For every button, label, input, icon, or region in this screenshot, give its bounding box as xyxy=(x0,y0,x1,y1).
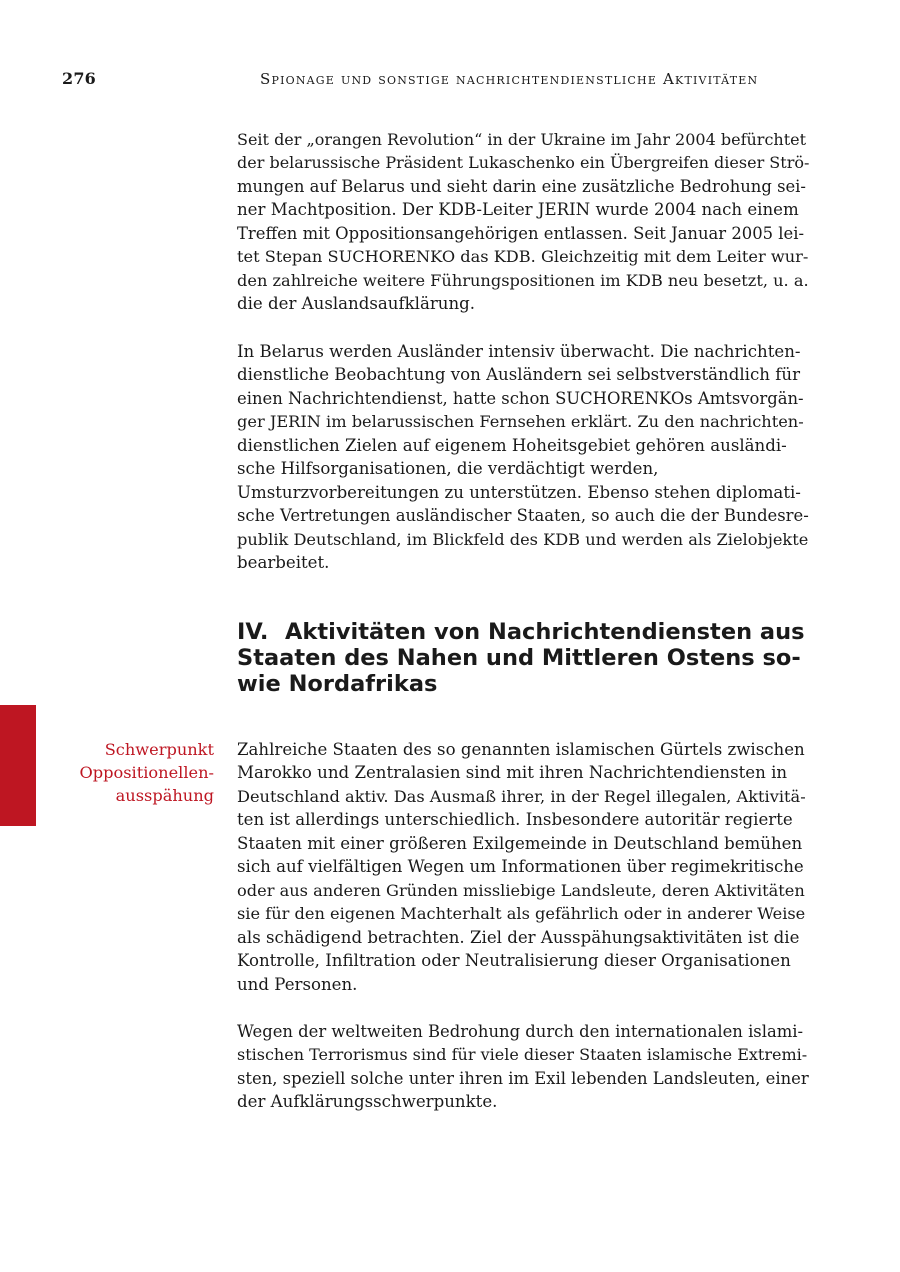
text-line: die der Auslandsaufklärung. xyxy=(237,294,476,314)
text-line: Umsturzvorbereitungen zu unterstützen. Ebenso stehen diplomati- xyxy=(237,482,801,502)
body-paragraph-4 xyxy=(237,1020,809,1114)
text-line: als schädigend betrachten. Ziel der Ausspähungsaktivitäten ist die xyxy=(237,927,800,947)
margin-note-line: ausspähung xyxy=(115,786,214,805)
margin-note-line: Schwerpunkt xyxy=(104,740,214,759)
section-side-marker xyxy=(0,705,36,826)
section-title-text: Aktivitäten von Nachrichtendiensten aus xyxy=(285,619,805,645)
text-line: dienstliche Beobachtung von Ausländern sei selbstverständlich für xyxy=(237,365,800,385)
text-line: ten ist allerdings unterschiedlich. Insbesondere autoritär regierte xyxy=(237,810,793,830)
text-line: sich auf vielfältigen Wegen um Informationen über regimekritische xyxy=(237,857,804,877)
page-number: 276 xyxy=(62,69,96,88)
text-line: sten, speziell solche unter ihren im Exil lebenden Landsleuten, einer xyxy=(237,1068,809,1088)
text-line: Zahlreiche Staaten des so genannten islamischen Gürtels zwischen xyxy=(237,740,805,759)
body-paragraph-2 xyxy=(237,340,809,575)
section-heading-line: wie Nordafrikas xyxy=(237,671,438,697)
text-line: sche Vertretungen ausländischer Staaten, so auch die der Bundesre- xyxy=(237,506,809,526)
text-line: Treffen mit Oppositionsangehörigen entlassen. Seit Januar 2005 lei- xyxy=(237,223,804,243)
section-heading-line: Staaten des Nahen und Mittleren Ostens so- xyxy=(237,645,801,671)
text-line: und Personen. xyxy=(237,974,358,994)
text-line: dienstlichen Zielen auf eigenem Hoheitsgebiet gehören ausländi- xyxy=(237,435,787,455)
text-line: Marokko und Zentralasien sind mit ihren Nachrichtendiensten in xyxy=(237,763,788,783)
text-line: ger JERIN im belarussischen Fernsehen erklärt. Zu den nachrichten- xyxy=(237,412,804,432)
body-paragraph-3 xyxy=(237,738,809,996)
running-header: Spionage und sonstige nachrichtendienstliche Aktivitäten xyxy=(260,70,759,88)
text-line: bearbeitet. xyxy=(237,553,330,573)
text-line: Seit der „orangen Revolution“ in der Ukraine im Jahr 2004 befürchtet xyxy=(237,130,807,149)
text-line: Staaten mit einer größeren Exilgemeinde in Deutschland bemühen xyxy=(237,833,803,853)
text-line: Deutschland aktiv. Das Ausmaß ihrer, in der Regel illegalen, Aktivitä- xyxy=(237,786,806,806)
margin-note-line: Oppositionellen- xyxy=(79,763,214,782)
text-line: sche Hilfsorganisationen, die verdächtigt werden, xyxy=(237,459,659,479)
text-line: der belarussische Präsident Lukaschenko ein Übergreifen dieser Strö- xyxy=(237,153,810,173)
section-heading-line xyxy=(237,619,812,645)
text-line: stischen Terrorismus sind für viele dieser Staaten islamische Extremi- xyxy=(237,1045,808,1065)
text-line: oder aus anderen Gründen missliebige Landsleute, deren Aktivitäten xyxy=(237,880,805,900)
text-line: den zahlreiche weitere Führungspositionen im KDB neu besetzt, u. a. xyxy=(237,270,809,290)
text-line: ner Machtposition. Der KDB-Leiter JERIN wurde 2004 nach einem xyxy=(237,200,799,220)
body-paragraph-1 xyxy=(237,128,809,316)
margin-note xyxy=(40,738,214,807)
section-number: IV. xyxy=(237,619,269,645)
text-line: Wegen der weltweiten Bedrohung durch den internationalen islami- xyxy=(237,1022,804,1041)
text-line: tet Stepan SUCHORENKO das KDB. Gleichzeitig mit dem Leiter wur- xyxy=(237,247,809,267)
text-line: mungen auf Belarus und sieht darin eine zusätzliche Bedrohung sei- xyxy=(237,176,806,196)
text-line: der Aufklärungsschwerpunkte. xyxy=(237,1092,498,1112)
text-line: einen Nachrichtendienst, hatte schon SUCHORENKOs Amtsvorgän- xyxy=(237,388,804,408)
text-line: publik Deutschland, im Blickfeld des KDB und werden als Zielobjekte xyxy=(237,529,809,549)
text-line: Kontrolle, Infiltration oder Neutralisierung dieser Organisationen xyxy=(237,951,791,971)
section-heading xyxy=(237,619,812,697)
text-line: sie für den eigenen Machterhalt als gefährlich oder in anderer Weise xyxy=(237,904,806,924)
text-line: In Belarus werden Ausländer intensiv überwacht. Die nachrichten- xyxy=(237,342,801,361)
